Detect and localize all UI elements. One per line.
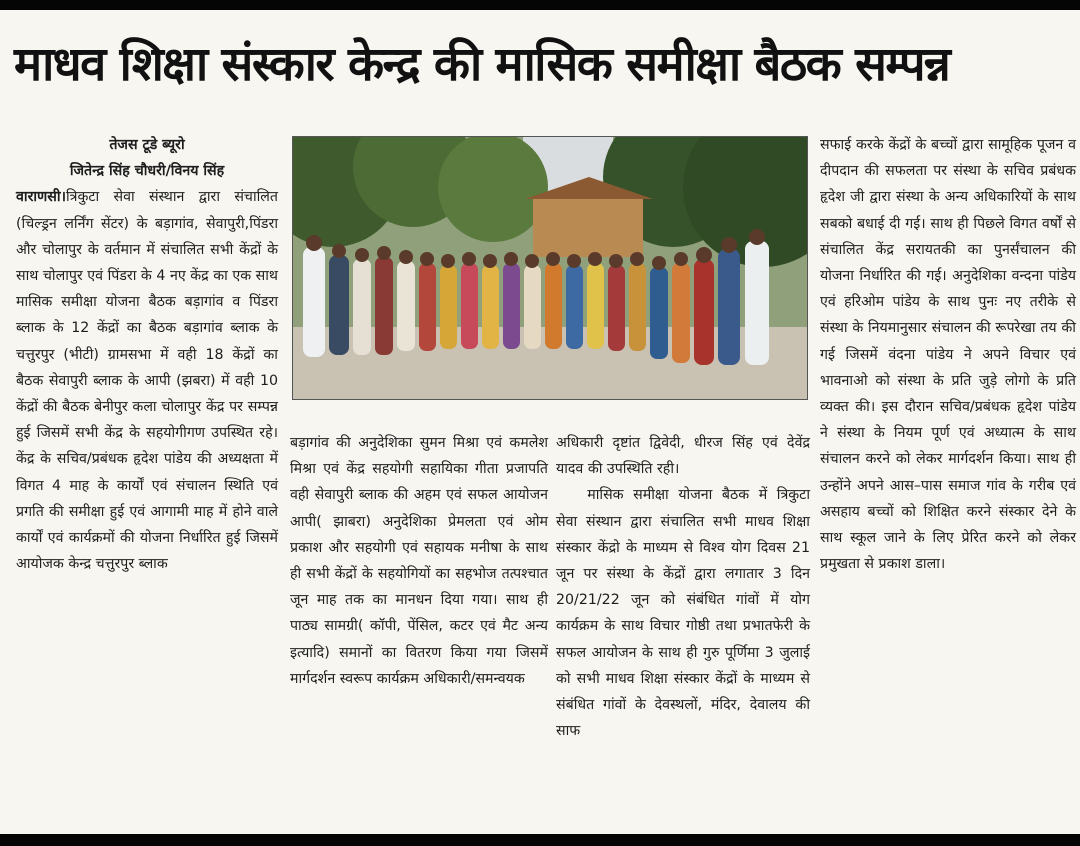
column-4-body: सफाई करके केंद्रों के बच्चों द्वारा सामूहिक पूजन व दीपदान की सफलता पर संस्था के सचिव प्रबंधक हृदेश जी द्वारा संस्था के अन्य अधिकारियों के साथ सबको बधाई दी गई। साथ ही पिछले विगत वर्षों से संचालित केंद्र सरायतकी का पुनर्संचालन की योजना निर्धारित की गई। अनुदेशिका वन्दना पांडेय एवं हरिओम पांडेय के साथ पुनः नए तरीके से संस्था के नियमानुसार संचालन की रूपरेखा तय की गई जिसमें वंदना पांडेय ने अपने विचार एवं भावनाओ को संस्था के प्रति जुड़े लोगो के प्रति व्यक्त की। इस दौरान सचिव/प्रबंधक हृदेश पांडेय ने संस्था के नियम पूर्ण एवं अध्यात्म के साथ संचालन करने को लेकर मार्गदर्शन किया। साथ ही उन्होंने अपने आस–पास समाज गांव के गरीब एवं असहाय बच्चों को शिक्षित करने संस्कार देने के साथ स्कूल जाने के लिए प्रेरित करने को लेकर प्रमुखता से प्रकाश डाला। — [820, 137, 1076, 573]
byline — [16, 132, 278, 184]
article-column-2 — [290, 430, 548, 692]
group-photo — [292, 136, 808, 400]
column-3-para-2: मासिक समीक्षा योजना बैठक में त्रिकुटा सेवा संस्थान द्वारा संचालित सभी माधव शिक्षा संस्कार केंद्रो के माध्यम से विश्व योग दिवस 21 जून पर संस्था के केंद्रों द्वारा लगातार 3 दिन 20/21/22 जून को संबंधित गांवों में योग कार्यक्रम के साथ विचार गोष्ठी तथा प्रभातफेरी के सफल आयोजन के साथ ही गुरु पूर्णिमा 3 जुलाई को सभी माधव शिक्षा संस्कार केंद्रों के माध्यम से संबंधित गांवों के देवस्थलों, मंदिर, देवालय की साफ — [556, 487, 810, 740]
article-column-1 — [16, 132, 278, 577]
bottom-border — [0, 834, 1080, 846]
dateline: वाराणसी। — [16, 189, 66, 206]
column-1-body: त्रिकुटा सेवा संस्थान द्वारा संचालित (चिल्ड्रन लर्निंग सेंटर) के बड़ागांव, सेवापुरी,पिंडरा और चोलापुर के वर्तमान में संचालित सभी केंद्रों के साथ चोलापुर एवं पिंडरा के 4 नए केंद्र का एक साथ मासिक समीक्षा योजना बैठक बड़ागांव व पिंडरा ब्लाक के 12 केंद्रों का बैठक बड़ागांव ब्लाक के चत्तुरपुर (भीटी) ग्रामसभा में वही 18 केंद्रों का बैठक सेवापुरी ब्लाक के आपी (झबरा) में वही 10 केंद्रों की बैठक बेनीपुर कला चोलापुर केंद्र पर सम्पन्न हुई जिसमें सभी केंद्र के सहयोगीगण उपस्थित रहे। केंद्र के सचिव/प्रबंधक हृदेश पांडेय की अध्यक्षता में विगत 4 माह के कार्यों एवं संचालन स्थिति एवं प्रगति की समीक्षा हुई एवं आगामी माह में होने वाले कार्यों एवं कार्यक्रमों की योजना निर्धारित हुई जिसमें आयोजक केन्द्र चत्तुरपुर ब्लाक — [16, 189, 278, 573]
column-1-text — [16, 184, 278, 577]
headline: माधव शिक्षा संस्कार केन्द्र की मासिक समीक्षा बैठक सम्पन्न — [14, 37, 950, 92]
top-border — [0, 0, 1080, 10]
article-column-3 — [556, 430, 810, 744]
byline-bureau: तेजस टूडे ब्यूरो — [109, 137, 185, 153]
article-column-4 — [820, 132, 1076, 577]
byline-authors: जितेन्द्र सिंह चौधरी/विनय सिंह — [69, 163, 225, 180]
column-2-body: बड़ागांव की अनुदेशिका सुमन मिश्रा एवं कमलेश मिश्रा एवं केंद्र सहयोगी सहायिका गीता प्रजापति वही सेवापुरी ब्लाक की अहम एवं सफल आयोजन आपी( झाबरा) अनुदेशिका प्रेमलता एवं ओम प्रकाश और सहयोगी एवं सहायक मनीषा के साथ ही सभी केंद्रों के सहयोगियों का सहभोज तत्पश्चात जून माह तक का मानधन दिया गया। साथ ही पाठ्य सामग्री( कॉपी, पेंसिल, कटर एवं मैट अन्य इत्यादि) समानों का वितरण किया गया जिसमें मार्गदर्शन स्वरूप कार्यक्रम अधिकारी/समन्वयक — [290, 435, 548, 687]
column-3-para-1: अधिकारी दृष्टांत द्विवेदी, धीरज सिंह एवं देवेंद्र यादव की उपस्थिति रही। — [556, 435, 810, 478]
